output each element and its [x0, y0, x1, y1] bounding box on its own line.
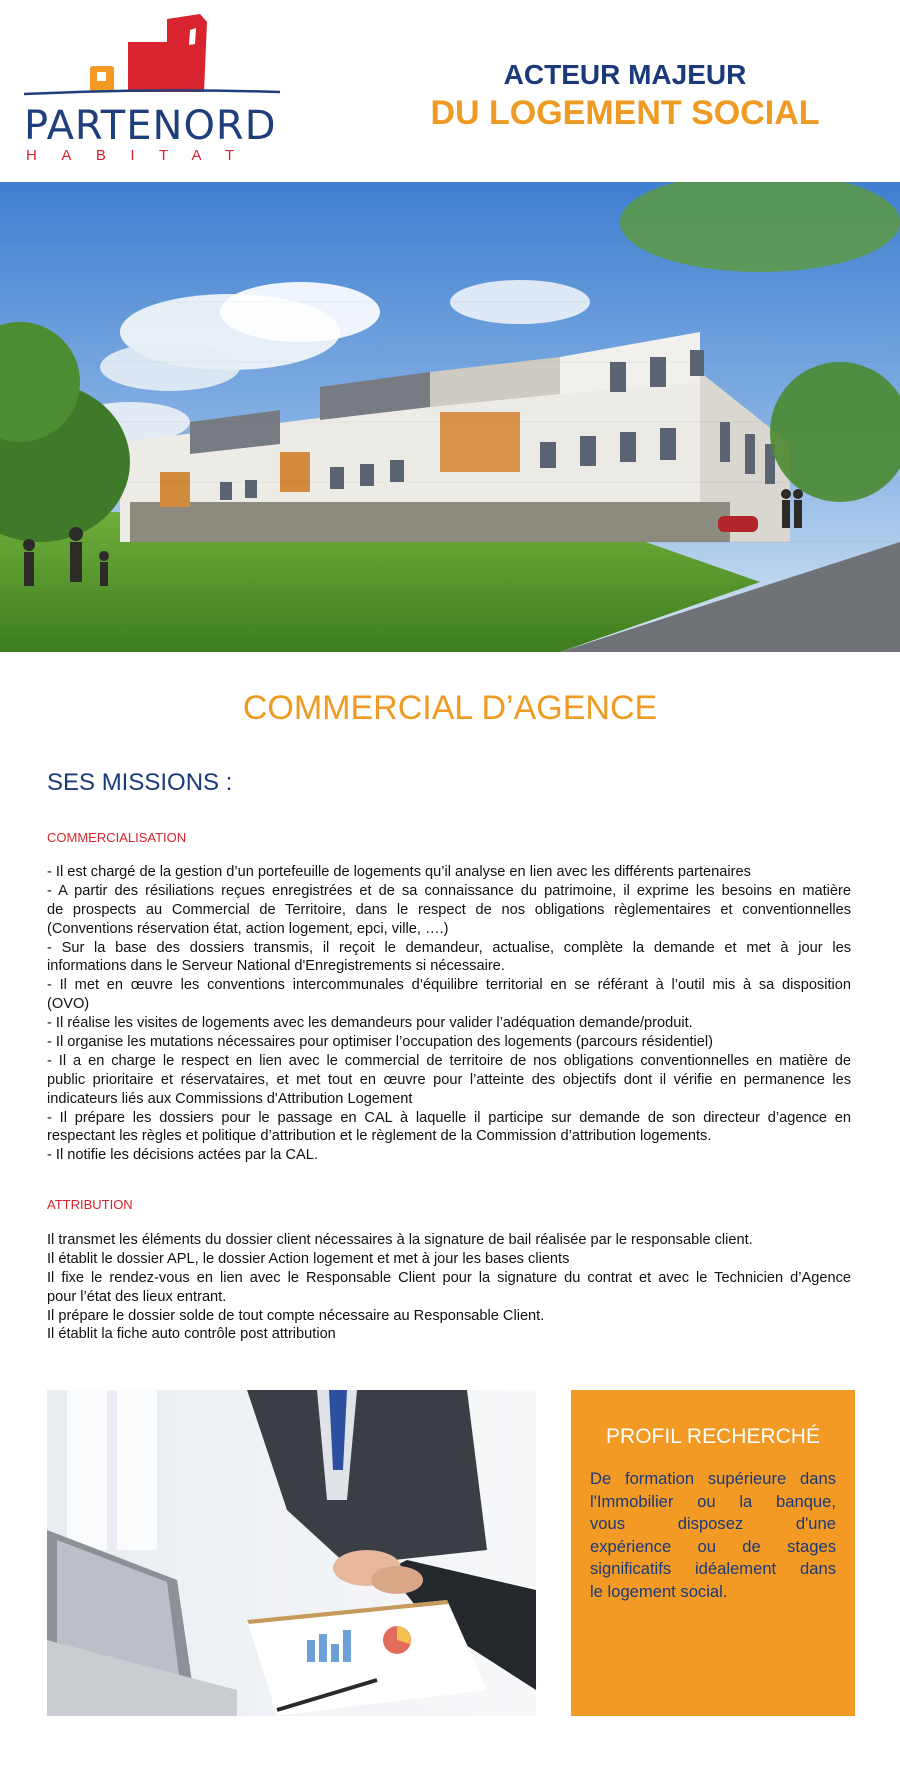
- text-line: Il fixe le rendez-vous en lien avec le Responsable Client pour la signature du contrat et avec le Technicien d’Agence: [47, 1269, 851, 1286]
- commercialisation-text: [47, 863, 851, 1165]
- text-line: (Conventions réservation état, action logement, epci, ville, ….): [47, 920, 449, 937]
- logo-wordmark: PARTENORD: [24, 103, 277, 149]
- partenord-logo[interactable]: [22, 14, 284, 164]
- text-line: - Il organise les mutations nécessaires pour optimiser l’occupation des logements (parcours résidentiel): [47, 1034, 713, 1051]
- profile-line: l'Immobilier ou la banque,: [590, 1491, 836, 1511]
- handshake-photo: [47, 1390, 536, 1716]
- text-line: informations dans le Serveur National d'Enregistrements si nécessaire.: [47, 958, 505, 975]
- profile-line: expérience ou de stages: [590, 1536, 836, 1556]
- text-line: Il prépare le dossier solde de tout compte nécessaire au Responsable Client.: [47, 1307, 545, 1324]
- text-line: de prospects au Commercial de Territoire, dans le respect de nos obligations règlementaires et conventionnelles: [47, 901, 851, 918]
- page-header: [0, 0, 900, 182]
- tagline: [430, 58, 820, 134]
- missions-heading: SES MISSIONS :: [47, 769, 233, 796]
- section-label-commercialisation: COMMERCIALISATION: [47, 830, 187, 845]
- section-label-attribution: ATTRIBUTION: [47, 1197, 133, 1212]
- text-line: - Il notifie les décisions actées par la CAL.: [47, 1147, 318, 1164]
- text-line: - Il prépare les dossiers pour le passage en CAL à laquelle il participe sur demande de son directeur d’agence en: [47, 1109, 851, 1126]
- profile-box: [571, 1390, 855, 1716]
- text-line: public prioritaire et réservataires, et met tout en œuvre pour l’atteinte des objectifs dont il vérifie en permanence les: [47, 1071, 851, 1088]
- text-line: - Sur la base des dossiers transmis, il reçoit le demandeur, actualise, complète la demande et met à jour les: [47, 939, 851, 956]
- text-line: - Il est chargé de la gestion d’un portefeuille de logements qu’il analyse en lien avec les différents partenaires: [47, 864, 751, 880]
- hero-building-image: [0, 182, 900, 652]
- profile-line: vous disposez d'une: [590, 1514, 836, 1534]
- profile-title: PROFIL RECHERCHÉ: [606, 1425, 820, 1448]
- text-line: Il établit le dossier APL, le dossier Action logement et met à jour les bases clients: [47, 1250, 570, 1267]
- logo-subtitle: HABITAT: [26, 147, 259, 164]
- tagline-line-1: ACTEUR MAJEUR: [503, 59, 747, 90]
- text-line: Il transmet les éléments du dossier client nécessaires à la signature de bail réalisée par le responsable client.: [47, 1232, 753, 1248]
- text-line: - Il a en charge le respect en lien avec le commercial de territoire de nos obligations conventionnelles en matière de: [47, 1052, 851, 1069]
- tagline-line-2: DU LOGEMENT SOCIAL: [430, 94, 820, 132]
- logo-house-icon: [22, 14, 284, 106]
- text-line: pour l’état des lieux entrant.: [47, 1288, 227, 1305]
- text-line: - A partir des résiliations reçues enregistrées et de sa connaissance du patrimoine, il exprime les besoins en matière: [47, 882, 851, 899]
- job-title: COMMERCIAL D’AGENCE: [242, 689, 658, 727]
- text-line: Il établit la fiche auto contrôle post attribution: [47, 1326, 336, 1343]
- text-line: - Il met en œuvre les conventions intercommunales d’équilibre territorial en se référant à l’outil mis à sa disposition: [47, 977, 851, 994]
- profile-line: De formation supérieure dans: [590, 1469, 836, 1488]
- profile-line: le logement social.: [590, 1581, 728, 1601]
- text-line: (OVO): [47, 996, 90, 1013]
- profile-line: significatifs idéalement dans: [590, 1559, 836, 1579]
- attribution-text: [47, 1231, 851, 1344]
- profile-text: [590, 1468, 836, 1604]
- text-line: - Il réalise les visites de logements avec les demandeurs pour valider l’adéquation demande/produit.: [47, 1015, 693, 1032]
- text-line: respectant les règles et politique d’attribution et le règlement de la Commission d’attribution logements.: [47, 1128, 712, 1145]
- text-line: indicateurs liés aux Commissions d'Attribution Logement: [47, 1090, 413, 1107]
